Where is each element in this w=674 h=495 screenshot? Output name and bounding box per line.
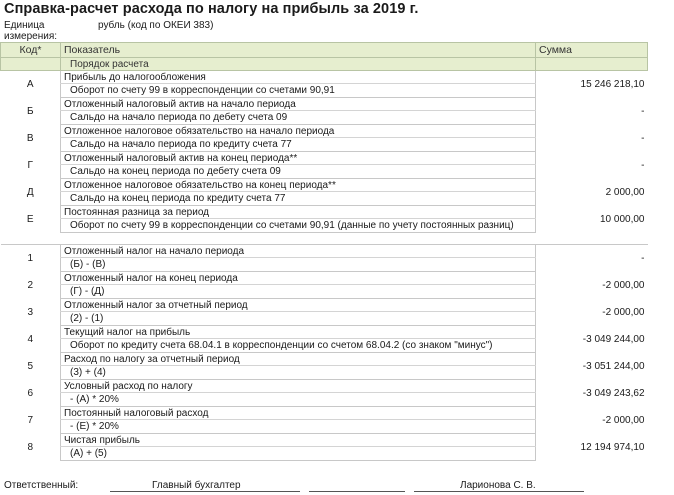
row-indicator: Отложенное налоговое обязательство на конец периода** [61,179,536,192]
row-indicator: Чистая прибыль [61,434,536,447]
row-sum: - [641,252,645,264]
table-header-row [1,43,648,58]
row-indicator: Отложенный налог за отчетный период [61,299,536,312]
table-row [1,353,648,366]
row-code: Д [26,186,34,198]
row-indicator: Отложенное налоговое обязательство на начало периода [61,125,536,138]
header-sum: Сумма [536,43,648,58]
row-sum: 2 000,00 [605,186,645,198]
table-row [1,434,648,447]
table-row [1,179,648,192]
table-row [1,299,648,312]
row-indicator: Отложенный налоговый актив на начало периода [61,98,536,111]
row-calculation: (Г) - (Д) [61,285,536,299]
row-code: Г [27,159,33,171]
row-calculation: (Б) - (В) [61,258,536,272]
table-row [1,326,648,339]
row-calculation: - (Е) * 20% [61,420,536,434]
row-sum: -2 000,00 [602,306,645,318]
table-row [1,206,648,219]
row-calculation: Сальдо на конец периода по кредиту счета 77 [61,192,536,206]
row-sum: - [641,105,645,117]
row-indicator: Отложенный налоговый актив на конец периода** [61,152,536,165]
signature-line-name [414,491,584,492]
row-code: 6 [27,387,34,399]
unit-value: рубль (код по ОКЕИ 383) [98,20,214,31]
row-calculation: Сальдо на начало периода по кредиту счета 77 [61,138,536,152]
footer [0,477,674,495]
row-sum: - [641,159,645,171]
page-title: Справка-расчет расхода по налогу на прибыль за 2019 г. [4,1,419,17]
row-code: Е [26,213,34,225]
row-indicator: Отложенный налог на начало периода [61,245,536,258]
responsible-label: Ответственный: [4,480,79,491]
row-code: 7 [27,414,34,426]
row-code: 3 [27,306,34,318]
row-calculation: Сальдо на начало периода по дебету счета 09 [61,111,536,125]
header-procedure: Порядок расчета [61,58,536,71]
row-calculation: Оборот по счету 99 в корреспонденции со счетами 90,91 [61,84,536,98]
table-row [1,125,648,138]
row-sum: -2 000,00 [602,414,645,426]
header-indicator: Показатель [61,43,536,58]
row-sum: -2 000,00 [602,279,645,291]
row-calculation: Сальдо на конец периода по дебету счета 09 [61,165,536,179]
row-code: В [26,132,34,144]
row-code: 2 [27,279,34,291]
row-code: 1 [27,252,34,264]
responsible-position: Главный бухгалтер [152,480,241,491]
calculation-table [0,42,648,461]
table-row [1,71,648,84]
row-sum: 12 194 974,10 [580,441,645,453]
row-calculation: - (А) * 20% [61,393,536,407]
table-row [1,152,648,165]
table-row [1,407,648,420]
row-sum: -3 049 244,00 [582,333,645,345]
table-row [1,272,648,285]
row-calculation: (3) + (4) [61,366,536,380]
unit-label: Единица измерения: [4,20,58,42]
header-code: Код* [1,43,61,58]
row-indicator: Прибыль до налогообложения [61,71,536,84]
row-code: 4 [27,333,34,345]
row-calculation: (А) + (5) [61,447,536,461]
table-subheader-row [1,58,648,71]
table-row [1,98,648,111]
table-row [1,245,648,258]
row-code: Б [26,105,34,117]
row-sum: -3 051 244,00 [582,360,645,372]
row-sum: 15 246 218,10 [580,78,645,90]
row-code: 8 [27,441,34,453]
row-sum: - [641,132,645,144]
table-row [1,380,648,393]
row-sum: 10 000,00 [600,213,645,225]
signature-line-position [110,491,300,492]
row-calculation: (2) - (1) [61,312,536,326]
row-indicator: Условный расход по налогу [61,380,536,393]
signature-line [309,491,405,492]
row-indicator: Постоянная разница за период [61,206,536,219]
table-spacer [1,233,648,245]
row-indicator: Расход по налогу за отчетный период [61,353,536,366]
responsible-name: Ларионова С. В. [460,480,536,491]
row-indicator: Постоянный налоговый расход [61,407,536,420]
row-code: 5 [27,360,34,372]
row-sum: -3 049 243,62 [582,387,645,399]
row-calculation: Оборот по кредиту счета 68.04.1 в корреспонденции со счетом 68.04.2 (со знаком "минус") [61,339,536,353]
row-indicator: Текущий налог на прибыль [61,326,536,339]
row-code: А [26,78,34,90]
row-calculation: Оборот по счету 99 в корреспонденции со счетами 90,91 (данные по учету постоянных разниц) [61,219,536,233]
row-indicator: Отложенный налог на конец периода [61,272,536,285]
